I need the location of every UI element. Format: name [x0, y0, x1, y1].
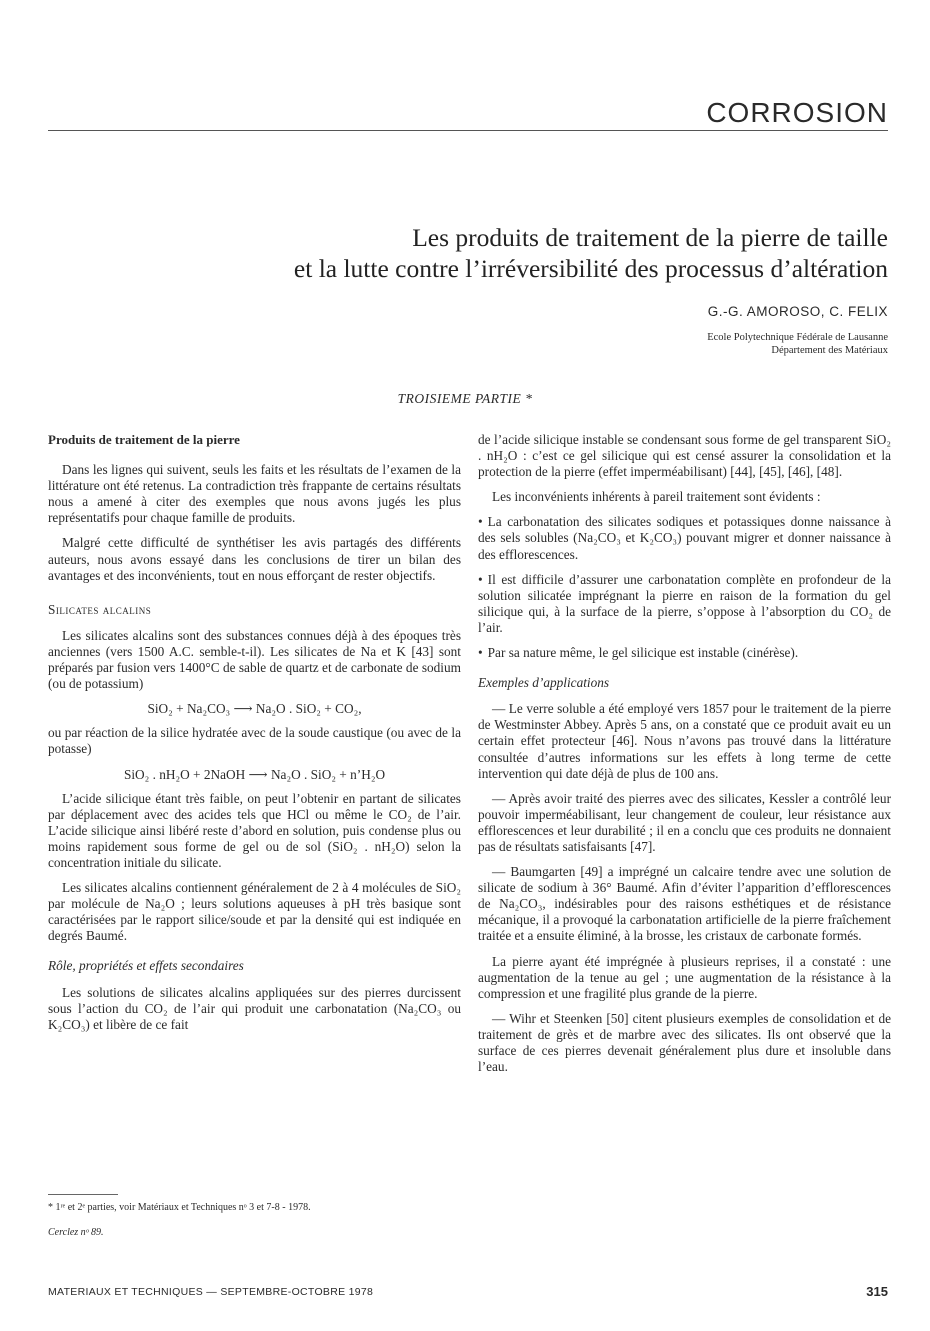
bullet-item: • La carbonatation des silicates sodiques et potassiques donne naissance à des sels solubles (Na₂CO₃ et K₂CO₃) pouvant migrer et donner naissance à des efflorescences. [478, 514, 891, 562]
affiliation [707, 331, 888, 357]
paragraph: Malgré cette difficulté de synthétiser les avis partagés des différents auteurs, nous avons essayé dans les conclusions de tirer un bilan des avantages et des inconvénients, tout en nous efforçant de rester objectifs. [48, 535, 461, 583]
article-title [128, 222, 888, 284]
affiliation-line-1: Ecole Polytechnique Fédérale de Lausanne [707, 332, 888, 343]
heading-role: Rôle, propriétés et effets secondaires [48, 958, 244, 974]
heading-examples: Exemples d’applications [478, 675, 610, 691]
equation-2: SiO₂ . nH₂O + 2NaOH ⟶ Na₂O . SiO₂ + n’H₂O [123, 766, 386, 782]
authors: G.-G. AMOROSO, C. FELIX [707, 304, 888, 319]
right-column [478, 432, 891, 1084]
bullet-item: • Il est difficile d’assurer une carbonatation complète en profondeur de la solution silicatée imprégnant la pierre en raison de la formation du gel silicique qui, à la surface de la pierre, s’oppose à l’absorption du CO₂ de l’air. [478, 572, 891, 636]
paragraph: ou par réaction de la silice hydratée avec de la soude caustique (ou avec de la potasse) [48, 725, 461, 757]
paragraph: Les silicates alcalins contiennent généralement de 2 à 4 molécules de SiO₂ par molécule de Na₂O ; leurs solutions aqueuses à pH très basique sont caractérisées par le rapport silice/soude et par la densité qui est indiquée en degrés Baumé. [48, 880, 461, 944]
heading-products: Produits de traitement de la pierre [48, 432, 240, 447]
heading-silicates: Silicates alcalins [48, 601, 152, 617]
bullet-item: • Par sa nature même, le gel silicique est instable (cinérèse). [478, 645, 891, 661]
footnote [48, 1201, 461, 1251]
footnote-rule [48, 1194, 118, 1195]
equation-1: SiO₂ + Na₂CO₃ ⟶ Na₂O . SiO₂ + CO₂, [147, 701, 362, 717]
affiliation-line-2: Département des Matériaux [771, 345, 888, 356]
paragraph: — Wihr et Steenken [50] citent plusieurs exemples de consolidation et de traitement de grès et de marbre avec des silicates. Ils ont observé que la surface de ces pierres devenait généralement plus dure et insoluble dans l’eau. [478, 1010, 891, 1075]
paragraph: — Baumgarten [49] a imprégné un calcaire tendre avec une solution de silicate de sodium à 36° Baumé. Afin d’éviter l’apparition d’efflorescences de Na₂CO₃, indésirables pour des raisons esthétiques et de résistance mécanique, il a provoqué la carbonatation artificielle de la pierre fraîchement traitée et a ensuite éliminé, à la brosse, les cristaux de carbonate formés. [478, 864, 891, 944]
footnote-reader-service: Cerclez nᵒ 89. [48, 1227, 104, 1238]
paragraph: Les solutions de silicates alcalins appliquées sur des pierres durcissent sous l’action du CO₂ de l’air qui produit une carbonatation (Na₂CO₃ ou K₂CO₃) et libère de ce fait [48, 984, 461, 1032]
section-title: CORROSION [706, 97, 888, 128]
journal-footer: MATERIAUX ET TECHNIQUES — SEPTEMBRE-OCTOBRE 1978 [48, 1286, 374, 1298]
paragraph: de l’acide silicique instable se condensant sous forme de gel transparent SiO₂ . nH₂O : c’est ce gel silicique qui est censé assurer la consolidation et la protection de la pierre (effet imperméabilisant) [44], [45], [46], [48]. [478, 432, 891, 480]
paragraph: La pierre ayant été imprégnée à plusieurs reprises, il a constaté : une augmentation de la tenue au gel ; une augmentation de la résistance à la compression et une fragilité plus grande de la pierre. [478, 953, 891, 1001]
paragraph: L’acide silicique étant très faible, on peut l’obtenir en partant de silicates par déplacement avec des acides tels que HCl ou même le CO₂ de l’air. L’acide silicique ainsi libéré reste d’abord en solution, puis condense plus ou moins rapidement sous forme de gel ou de sol (SiO₂ . nH₂O) selon la concentration initiale du silicate. [48, 790, 461, 870]
part-heading: TROISIEME PARTIE * [397, 391, 533, 406]
title-line-1: Les produits de traitement de la pierre de taille [412, 223, 888, 252]
paragraph: Les inconvénients inhérents à pareil traitement sont évidents : [492, 489, 821, 505]
paragraph: — Après avoir traité des pierres avec des silicates, Kessler a contrôlé leur pouvoir imperméabilisant, leur changement de couleur, leur résistance aux efflorescences et leur durabilité ; il en a conclu que ces produits ne donnaient pas de résultats satisfaisants [47]. [478, 790, 891, 854]
footnote-parts: * 1ʳᵉ et 2ᵉ parties, voir Matériaux et Techniques nᵒ 3 et 7-8 - 1978. [48, 1202, 311, 1213]
page-number: 315 [866, 1284, 888, 1299]
paragraph: Les silicates alcalins sont des substances connues déjà à des époques très anciennes (vers 1500 A.C. semble-t-il). Les silicates de Na et K [43] sont préparés par fusion vers 1400°C de sable de quartz et de carbonate de sodium (ou de potassium) [48, 627, 461, 692]
paragraph: — Le verre soluble a été employé vers 1857 pour le traitement de la pierre de Westminster Abbey. Après 5 ans, on a constaté que ce produit avait eu un certain effet protecteur [46]. Nous n’avons pas trouvé dans la littérature consultée d’autres informations sur les effets à long terme de cette intervention qui date déjà de plus de 100 ans. [478, 701, 891, 781]
header-rule [48, 130, 888, 131]
title-line-2: et la lutte contre l’irréversibilité des processus d’altération [293, 254, 888, 283]
paragraph: Dans les lignes qui suivent, seuls les faits et les résultats de l’examen de la littérature ont été retenus. La contradiction très frappante de certains résultats nous a amené à citer des exemples que nous avons jugés les plus représentatifs pour chaque famille de produits. [48, 462, 461, 526]
left-column [48, 432, 461, 1042]
